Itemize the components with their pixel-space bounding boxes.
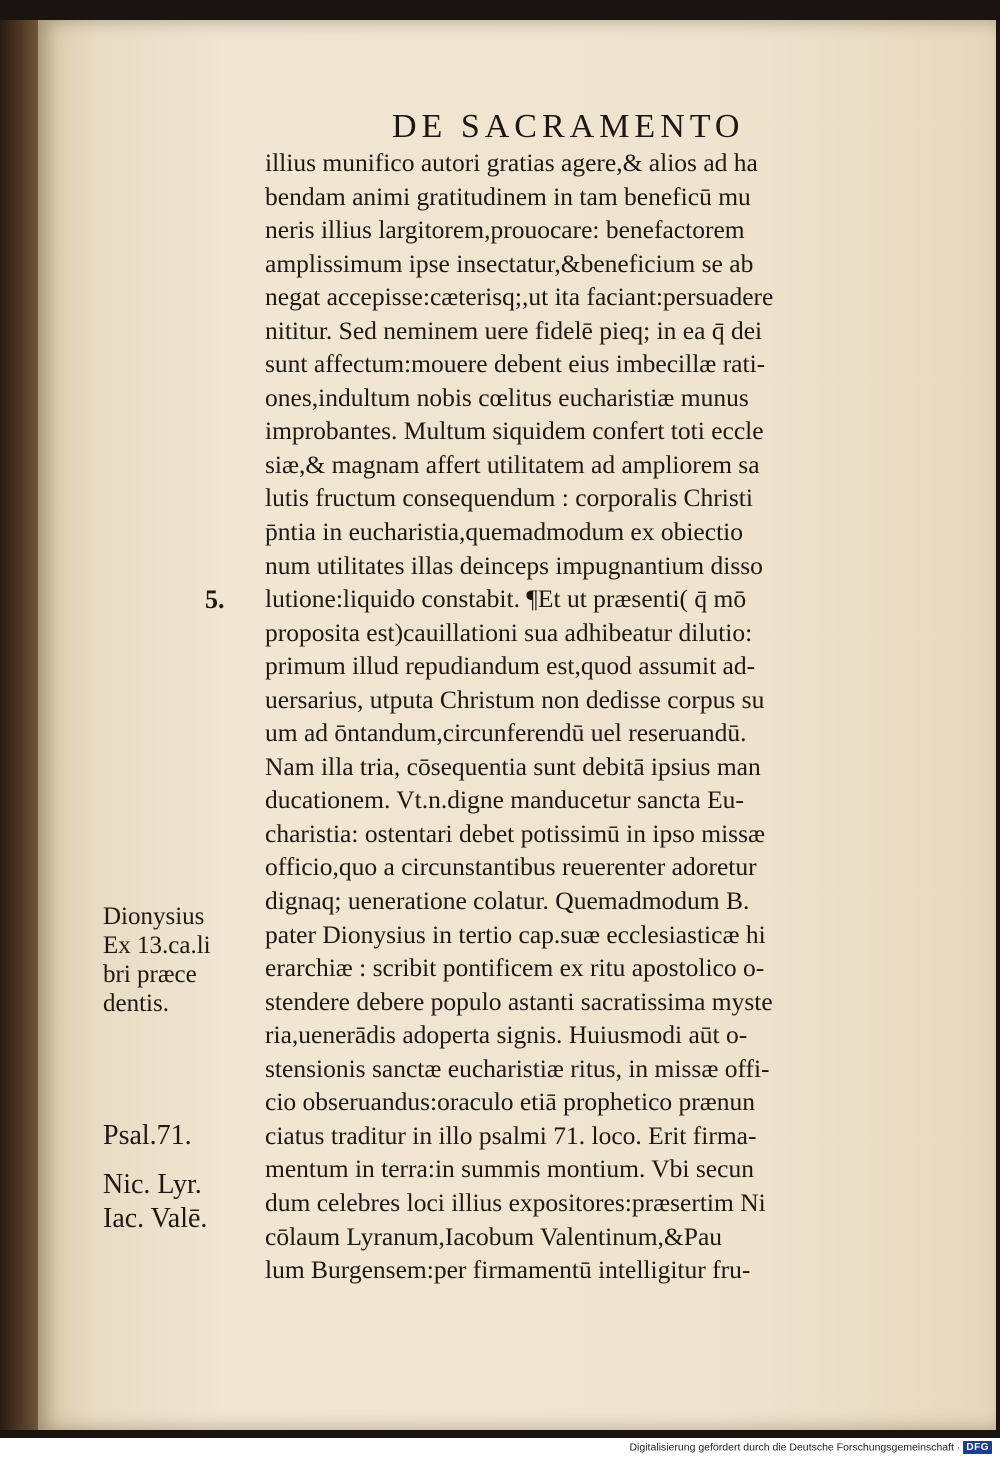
text-line: mentum in terra:in summis montium. Vbi secun: [265, 1154, 754, 1184]
text-line: amplissimum ipse insectatur,&beneficium se ab: [265, 248, 754, 278]
text-line: dum celebres loci illius expositores:præsertim Ni: [265, 1187, 766, 1217]
text-line: lutis fructum consequendum : corporalis Christi: [265, 483, 753, 513]
text-line: pater Dionysius in tertio cap.suæ ecclesiasticæ hi: [265, 919, 766, 949]
dfg-logo: DFG: [963, 1441, 992, 1454]
text-line: neris illius largitorem,prouocare: benefactorem: [265, 215, 745, 245]
text-line: stensionis sanctæ eucharistiæ ritus, in missæ offi-: [265, 1053, 770, 1083]
margin-note-line: Ex 13.ca.li: [103, 932, 211, 959]
section-number: 5.: [205, 585, 225, 614]
text-line: sunt affectum:mouere debent eius imbecillæ rati-: [265, 349, 766, 379]
margin-note-commentators: [103, 1168, 207, 1236]
text-line: ones,indultum nobis cœlitus eucharistiæ munus: [265, 382, 749, 412]
text-line: cio obseruandus:oraculo etiā prophetico prænun: [265, 1087, 756, 1117]
text-line: nititur. Sed neminem uere fidelē pieq; in ea q̄ dei: [265, 315, 763, 345]
text-line: uersarius, utputa Christum non dedisse corpus su: [265, 684, 765, 714]
text-line: p̄ntia in eucharistia,quemadmodum ex obiectio: [265, 517, 743, 547]
text-line: lum Burgensem:per firmamentū intelligitur fru-: [265, 1255, 751, 1285]
margin-note-dionysius: [103, 902, 211, 1018]
text-line: proposita est)cauillationi sua adhibeatur dilutio:: [265, 617, 753, 647]
margin-note-line: bri præce: [103, 961, 197, 988]
text-line: illius munifico autori gratias agere,& alios ad ha: [265, 148, 758, 177]
text-line: ducationem. Vt.n.digne manducetur sancta Eu-: [265, 785, 744, 815]
text-line: bendam animi gratitudinem in tam beneficū mu: [265, 181, 751, 211]
text-line: cōlaum Lyranum,Iacobum Valentinum,&Pau: [265, 1221, 723, 1251]
margin-note-line: Dionysius: [103, 903, 205, 930]
credit-text: Digitalisierung gefördert durch die Deutsche Forschungsgemeinschaft ·: [629, 1441, 961, 1454]
text-line: improbantes. Multum siquidem confert toti eccle: [265, 416, 764, 446]
margin-note-line: Nic. Lyr.: [103, 1169, 202, 1200]
text-line: dignaq; ueneratione colatur. Quemadmodum B.: [265, 886, 750, 916]
text-line: lutione:liquido constabit. ¶Et ut præsenti( q̄ mō: [265, 584, 747, 614]
text-line: stendere debere populo astanti sacratissima myste: [265, 986, 773, 1016]
margin-note-line: Iac. Valē.: [103, 1203, 208, 1234]
running-head: DE SACRAMENTO: [392, 108, 745, 145]
digitization-credit-footer: [0, 1441, 992, 1461]
text-line: Nam illa tria, cōsequentia sunt debitā ipsius man: [265, 751, 761, 781]
body-text: [265, 146, 955, 1287]
text-line: officio,quo a circunstantibus reuerenter adoretur: [265, 852, 757, 882]
text-line: ria,uenerādis adoperta signis. Huiusmodi aūt o-: [265, 1020, 748, 1050]
text-line: erarchiæ : scribit pontificem ex ritu apostolico o-: [265, 953, 765, 983]
text-line: charistia: ostentari debet potissimū in ipso missæ: [265, 818, 766, 848]
text-line: ciatus traditur in illo psalmi 71. loco. Erit firma-: [265, 1120, 757, 1150]
text-line: num utilitates illas deinceps impugnantium disso: [265, 550, 763, 580]
text-line: primum illud repudiandum est,quod assumit ad-: [265, 651, 756, 681]
text-line: negat accepisse:cæterisq;,ut ita faciant:persuadere: [265, 282, 774, 312]
text-line: siæ,& magnam affert utilitatem ad ampliorem sa: [265, 449, 760, 479]
margin-note-line: dentis.: [103, 990, 169, 1017]
margin-note-psalm: Psal.71.: [103, 1120, 192, 1151]
text-line: um ad ōntandum,circunferendū uel reseruandū.: [265, 718, 747, 748]
